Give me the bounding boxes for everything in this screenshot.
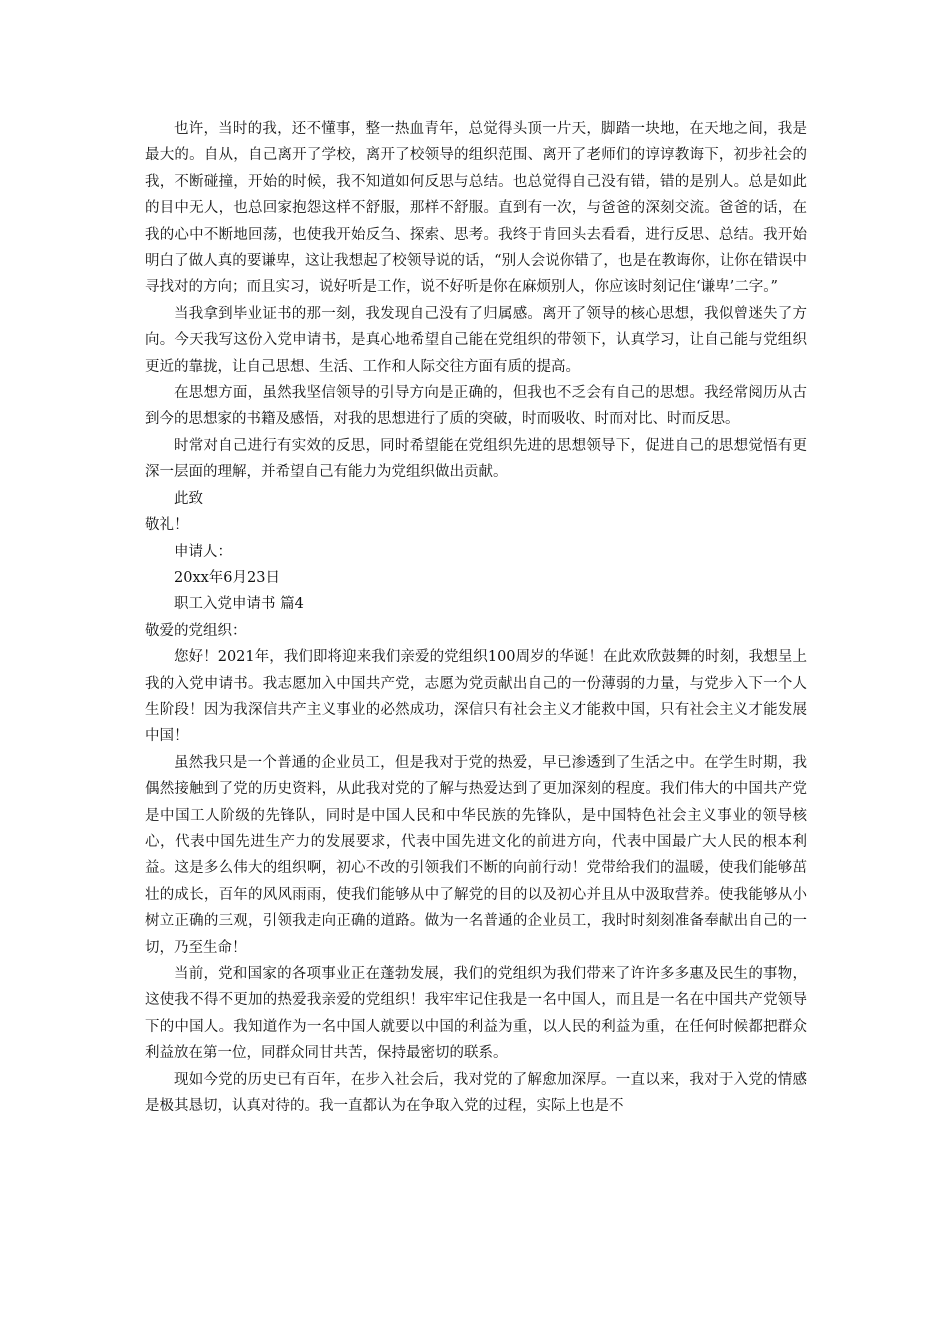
paragraph-thoughts: 在思想方面，虽然我坚信领导的引导方向是正确的，但我也不乏会有自己的思想。我经常阅历从古到今的思想家的书籍及感悟，对我的思想进行了质的突破，时而吸收、时而对比、时而反思。 xyxy=(145,385,807,428)
applicant-label: 申请人： xyxy=(174,543,232,560)
paragraph-history: 现如今党的历史已有百年，在步入社会后，我对党的了解愈加深厚。一直以来，我对于入党的情感是极其恳切，认真对待的。我一直都认为在争取入党的过程，实际上也是不 xyxy=(145,1071,807,1115)
paragraph-graduation: 当我拿到毕业证书的那一刻，我发现自己没有了归属感。离开了领导的核心思想，我似曾迷失了方向。今天我写这份入党申请书，是真心地希望自己能在党组织的带领下，认真学习，让自己能与党组织更近的靠拢，让自己思想、生活、工作和人际交往方面有质的提高。 xyxy=(145,305,807,375)
paragraph-self-reflection: 时常对自己进行有实效的反思，同时希望能在党组织先进的思想领导下，促进自己的思想觉悟有更深一层面的理解，并希望自己有能力为党组织做出贡献。 xyxy=(145,437,807,481)
section-title: 职工入党申请书 篇4 xyxy=(174,596,304,613)
signature-date: 20xx年6月23日 xyxy=(174,569,280,586)
paragraph-reflection: 也许，当时的我，还不懂事，整一热血青年，总觉得头顶一片天，脚踏一块地，在天地之间，我是最大的。自从，自己离开了学校，离开了校领导的组织范围、离开了老师们的谆谆教诲下，初步社会的我，不断碰撞，开始的时候，我不知道如何反思与总结。也总觉得自己没有错，错的是别人。总是如此的目中无人，也总回家抱怨这样不舒服，那样不舒服。直到有一次，与爸爸的深刻交流。爸爸的话，在我的心中不断地回荡，也使我开始反刍、探索、思考。我终于肯回头去看看，进行反思、总结。我开始明白了做人真的要谦卑，这让我想起了校领导说的话，“别人会说你错了，也是在教诲你，让你在错误中寻找对的方向；而且实习，说好听是工作，说不好听是你在麻烦别人，你应该时刻记住‘谦卑’二字。” xyxy=(145,121,807,296)
closing-respect: 敬礼！ xyxy=(145,517,189,534)
closing-salutation: 此致 xyxy=(174,490,203,507)
paragraph-intro: 您好！2021年，我们即将迎来我们亲爱的党组织100周岁的华诞！在此欢欣鼓舞的时刻，我想呈上我的入党申请书。我志愿加入中国共产党，志愿为党贡献出自己的一份薄弱的力量，与党步入下一个人生阶段！因为我深信共产主义事业的必然成功，深信只有社会主义才能救中国，只有社会主义才能发展中国！ xyxy=(145,649,807,745)
paragraph-current: 当前，党和国家的各项事业正在蓬勃发展，我们的党组织为我们带来了许许多多惠及民生的事物，这使我不得不更加的热爱我亲爱的党组织！我牢牢记住我是一名中国人，而且是一名在中国共产党领导下的中国人。我知道作为一名中国人就要以中国的利益为重，以人民的利益为重，在任何时候都把群众利益放在第一位，同群众同甘共苦，保持最密切的联系。 xyxy=(145,966,807,1062)
paragraph-employee: 虽然我只是一个普通的企业员工，但是我对于党的热爱，早已渗透到了生活之中。在学生时期，我偶然接触到了党的历史资料，从此我对党的了解与热爱达到了更加深刻的程度。我们伟大的中国共产党是中国工人阶级的先锋队，同时是中国人民和中华民族的先锋队，是中国特色社会主义事业的领导核心，代表中国先进生产力的发展要求，代表中国先进文化的前进方向，代表中国最广大人民的根本利益。这是多么伟大的组织啊，初心不改的引领我们不断的向前行动！党带给我们的温暖，使我们能够茁壮的成长，百年的风风雨雨，使我们能够从中了解党的目的以及初心并且从中汲取营养。使我能够从小树立正确的三观，引领我走向正确的道路。做为一名普通的企业员工，我时时刻刻准备奉献出自己的一切，乃至生命！ xyxy=(145,754,807,956)
letter-greeting: 敬爱的党组织： xyxy=(145,622,247,639)
document-page xyxy=(145,116,807,1119)
